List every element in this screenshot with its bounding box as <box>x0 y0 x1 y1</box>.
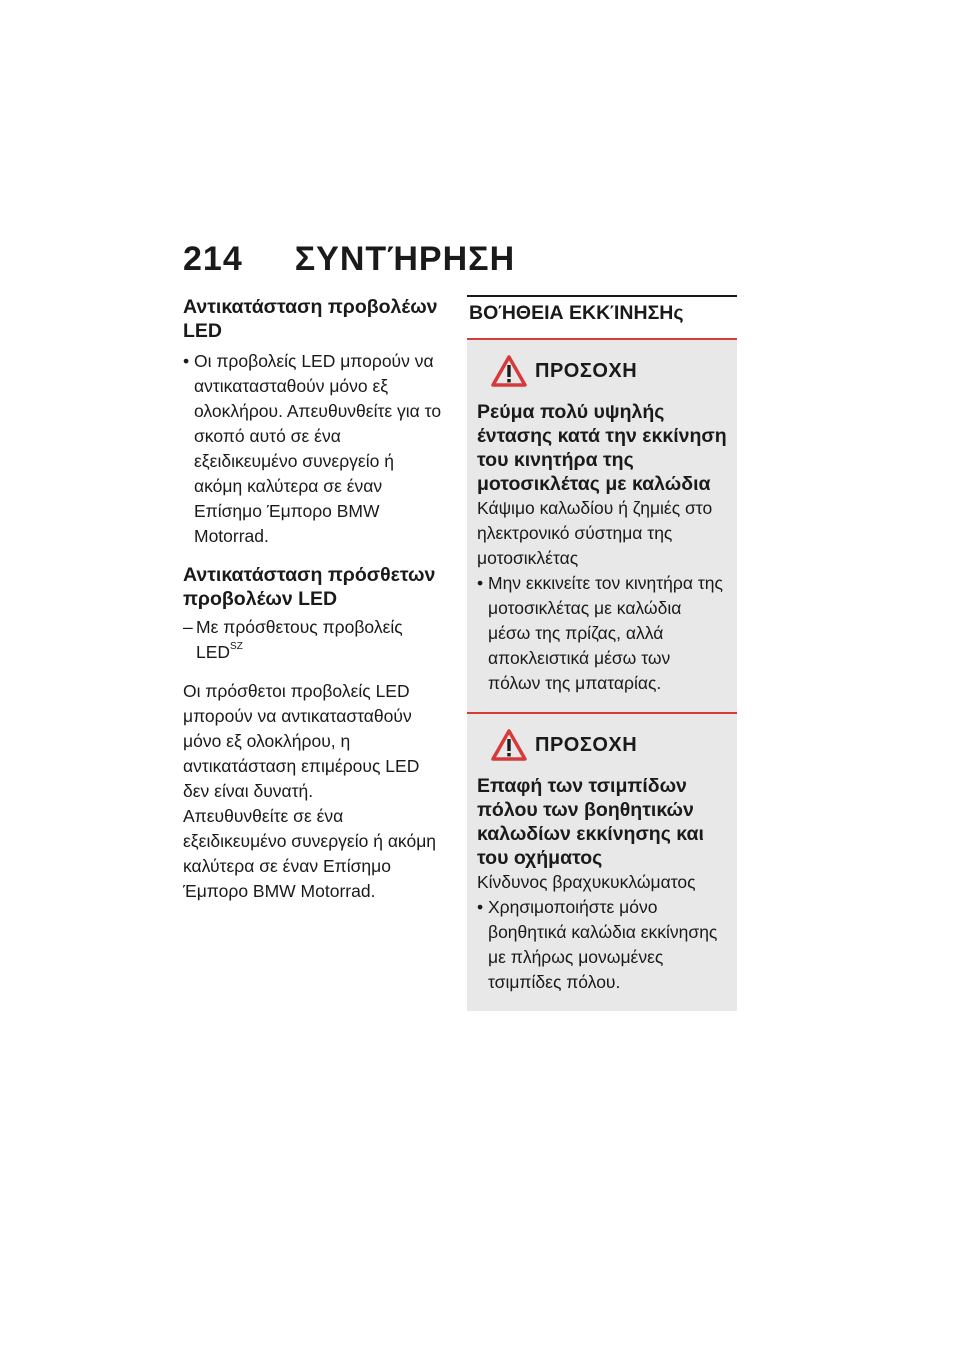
left-column <box>183 295 445 904</box>
bullet-text: Οι προβολείς LED μπορούν να αντικατασταθούν μόνο εξ ολοκλήρου. Απευθυνθείτε για το σκοπό αυτό σε ένα εξειδικευμένο συνεργείο ή ακόμη καλύτερα σε έναν Επίσημο Έμπορο BMW Motorrad. <box>194 351 442 546</box>
warning-title: Επαφή των τσιμπίδων πόλου των βοηθητικών καλωδίων εκκίνησης και του οχήματος <box>477 775 704 869</box>
section-title-additional-led: Αντικατάσταση πρόσθετων προβολέων LED <box>183 564 436 610</box>
bullet-icon: • <box>477 897 484 917</box>
option-text: Με πρόσθετους προβολείς LED <box>196 617 403 662</box>
warning-triangle-icon <box>491 729 527 761</box>
warning-triangle-icon <box>491 355 527 387</box>
section-title-led-replacement: Αντικατάσταση προβολέων LED <box>183 296 438 342</box>
list-item <box>477 571 727 696</box>
warning-label: ΠΡΟΣΟΧΗ <box>535 733 638 756</box>
warning-box <box>467 714 737 1011</box>
bullet-text: Μην εκκινείτε τον κινητήρα της μοτοσικλέτας με καλώδια μέσω της πρίζας, αλλά αποκλειστικά μέσω των πόλων της μπαταρίας. <box>488 573 723 693</box>
page-number: 214 <box>183 240 243 278</box>
option-item <box>183 615 445 665</box>
warning-text: Κίνδυνος βραχυκυκλώματος <box>477 872 696 892</box>
paragraph: Απευθυνθείτε σε ένα εξειδικευμένο συνεργείο ή ακόμη καλύτερα σε έναν Επίσημο Έμπορο BMW Motorrad. <box>183 806 437 901</box>
warning-title: Ρεύμα πολύ υψηλής έντασης κατά την εκκίνηση του κινητήρα της μοτοσικλέτας με καλώδια <box>477 401 727 495</box>
chapter-title: ΣΥΝΤΉΡΗΣΗ <box>294 240 516 278</box>
warning-label: ΠΡΟΣΟΧΗ <box>535 359 638 382</box>
bullet-icon: • <box>477 573 484 593</box>
page-header <box>183 240 515 279</box>
paragraph: Οι πρόσθετοι προβολείς LED μπορούν να αντικατασταθούν μόνο εξ ολοκλήρου, η αντικατάσταση επιμέρους LED δεν είναι δυνατή. <box>183 681 420 801</box>
list-item <box>183 349 445 549</box>
right-column <box>467 295 737 1011</box>
list-item <box>477 895 727 995</box>
section-title-jump-start: ΒΟΉΘΕΙΑ ΕΚΚΊΝΗΣΗς <box>469 302 684 324</box>
bullet-icon: • <box>183 351 190 371</box>
warning-box <box>467 340 737 712</box>
warning-text: Κάψιμο καλωδίου ή ζημιές στο ηλεκτρονικό σύστημα της μοτοσικλέτας <box>477 498 713 568</box>
option-code: SZ <box>230 641 243 652</box>
warning-header <box>477 354 727 388</box>
bullet-text: Χρησιμοποιήστε μόνο βοηθητικά καλώδια εκκίνησης με πλήρως μονωμένες τσιμπίδες πόλου. <box>488 897 718 992</box>
dash-icon: – <box>183 617 193 637</box>
warning-header <box>477 728 727 762</box>
